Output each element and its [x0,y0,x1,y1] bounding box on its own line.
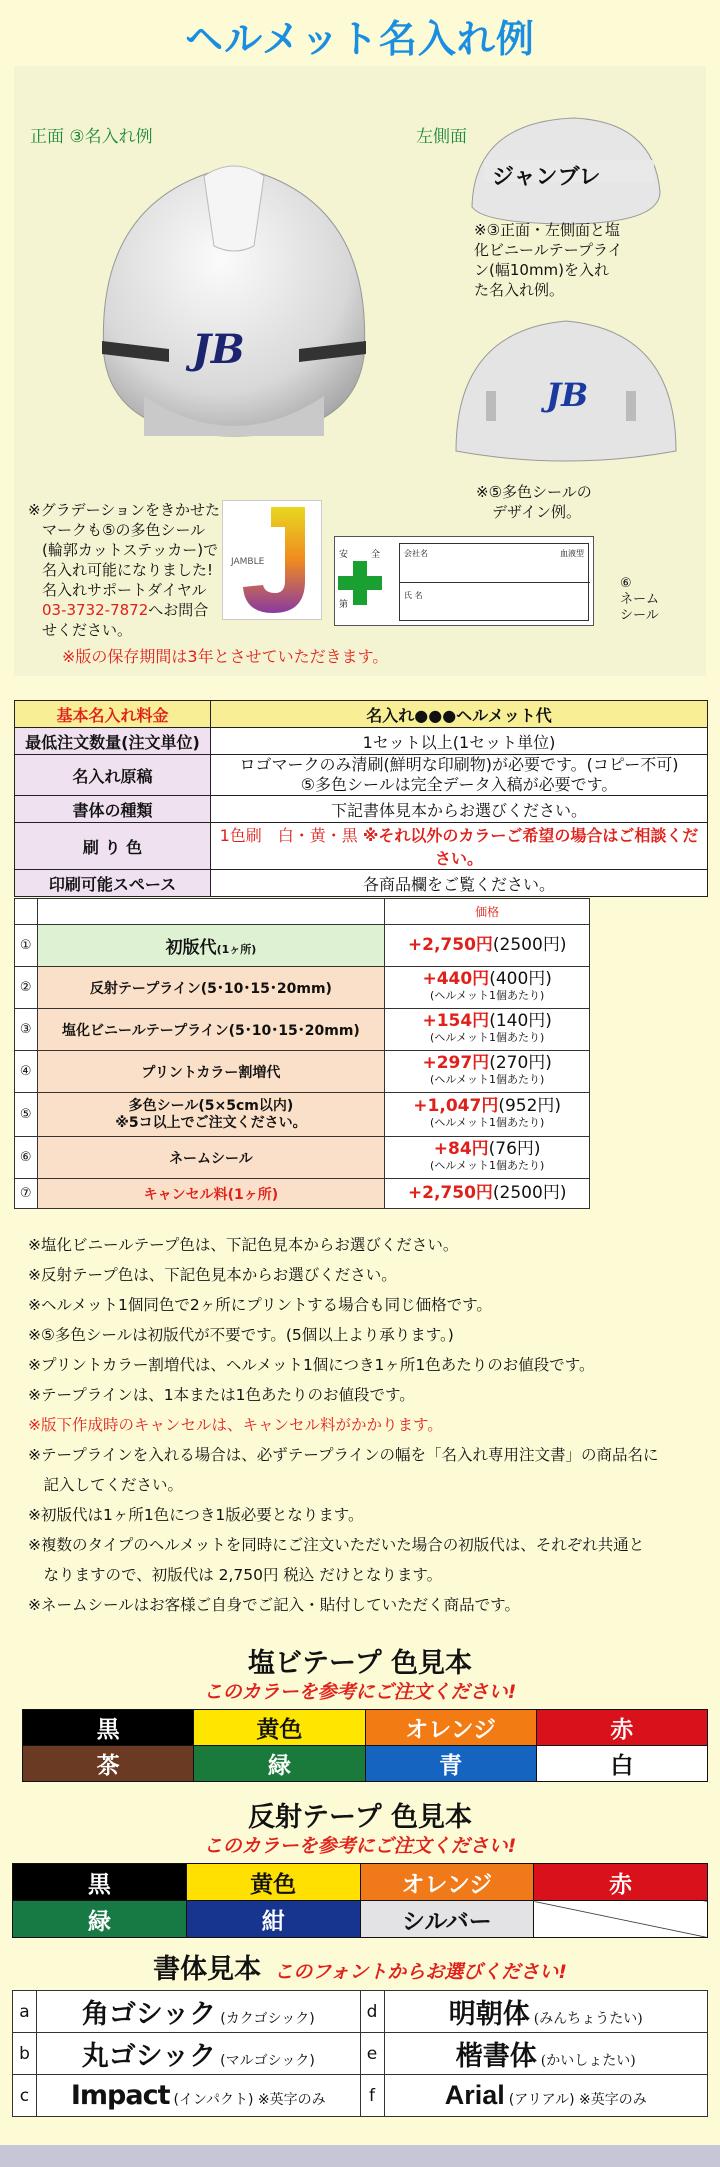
front-label: 正面 ③名入れ例 [30,127,153,147]
swatch-row [23,1710,708,1746]
table-row: ③ 塩化ビニールテープライン(5･10･15･20mm) +154円(140円) (ヘルメット1個あたり) [15,1009,590,1051]
back-logo: JB [546,376,589,414]
fonts-subtitle: このフォントからお選びください! [274,1961,567,1983]
table-row: ④ プリントカラー割増代 +297円(270円) (ヘルメット1個あたり) [15,1051,590,1093]
vinyl-title: 塩ビテープ 色見本 [247,1648,473,1679]
reflect-color-table [12,1863,708,1938]
price-table [14,898,590,1209]
table-row: ② 反射テープライン(5･10･15･20mm) +440円(400円) (ヘルメット1個あたり) [15,967,590,1009]
swatch-row [13,1901,708,1938]
color-swatch: 白 [536,1746,707,1782]
color-swatch: 茶 [23,1746,194,1782]
color-swatch: オレンジ [360,1864,534,1901]
reflect-title: 反射テープ 色見本 [247,1802,473,1833]
color-swatch: 黄色 [194,1710,365,1746]
vinyl-color-table [22,1709,708,1782]
swatch-row [23,1746,708,1782]
basic-fee-table: 基本名入れ料金 名入れ●●●ヘルメット代 最低注文数量(注文単位) 1セット以上(1セット単位) 名入れ原稿 ロゴマークのみ清刷(鮮明な印刷物)が必要です。(コピー不可) ⑤多色シールは完全データ入稿が必要です。 書体の種類 下記書体見本からお選びください。 刷 り 色 1色刷 白・黄・黒 ※それ以外のカラーご希望の場合はご相談ください。 印刷可能スペース 各商品欄をご覧ください。 [14,700,708,897]
side-helmet-text: ジャンブレ [492,165,601,190]
page-title: ヘルメット名入れ例 [185,17,535,61]
swatch-row [13,1864,708,1901]
color-swatch: 緑 [13,1901,187,1938]
table-row: c Impact (インパクト) ※英字のみ f Arial (アリアル) ※英字のみ [13,2075,708,2117]
name-seal-sample: 安 全 第 会社名 血液型 氏 名 [334,536,594,626]
table-row: ⑥ ネームシール +84円(76円) (ヘルメット1個あたり) [15,1137,590,1179]
reflect-subtitle: このカラーを参考にご注文ください! [203,1835,517,1857]
color-swatch [534,1901,708,1938]
color-swatch: シルバー [360,1901,534,1938]
color-samples-section [0,1627,720,2167]
name-seal-label: ⑥ ネーム シール [620,576,660,623]
bottom-bar [0,2145,720,2167]
table-row: a 角ゴシック (カクゴシック) d 明朝体 (みんちょうたい) [13,1991,708,2033]
color-swatch: 黄色 [186,1864,360,1901]
table-row: ① 初版代(1ヶ所) +2,750円(2500円) [15,925,590,967]
color-swatch: 黒 [13,1864,187,1901]
tape-note: ※③正面・左側面と塩 化ビニールテープライ ン(幅10mm)を入れ た名入れ例。 [474,221,623,299]
helmet-example-section [0,0,720,680]
vinyl-subtitle: このカラーを参考にご注文ください! [203,1681,517,1703]
seal-note: ※⑤多色シールの デザイン例。 [476,483,592,521]
pricing-section [0,680,720,1735]
basic-fee-label: 基本名入れ料金 [56,705,169,725]
left-side-label: 左側面 [416,127,467,147]
font-sample-table [12,1990,708,2117]
support-phone: 03-3732-7872 [42,601,149,619]
table-row: ⑤ 多色シール(5×5cm以内) ※5コ以上でご注文ください。 +1,047円(952円) (ヘルメット1個あたり) [15,1093,590,1137]
color-swatch: 黒 [23,1710,194,1746]
notes-list: ※塩化ビニールテープ色は、下記色見本からお選びください。 ※反射テープ色は、下記色見本からお選びください。 ※ヘルメット1個同色で2ヶ所にプリントする場合も同じ価格です。 ※⑤多色シールは初版代が不要です。(5個以上より承ります。) ※プリントカラー割増代は、ヘルメット1個につき1ヶ所1色あたりのお値段です。 ※テープラインは、1本または1色あたりのお値段です。 ※版下作成時のキャンセルは、キャンセル料がかかります。 ※テープラインを入れる場合は、必ずテープラインの幅を「名入れ専用注文書」の商品名に 記入してください。 ※初版代は1ヶ所1色につき1版必要となります。 ※複数のタイプのヘルメットを同時にご注文いただいた場合の初版代は、それぞれ共通と なりますので、初版代は 2,750円 税込 だけとなります。 ※ネームシールはお客様ご自身でご記入・貼付していただく商品です。 [28,1236,659,1614]
color-swatch: 赤 [536,1710,707,1746]
table-row: ⑦ キャンセル料(1ヶ所) +2,750円(2500円) [15,1179,590,1209]
color-swatch: 緑 [194,1746,365,1782]
color-swatch: オレンジ [365,1710,536,1746]
price-header: 価格 [385,899,590,925]
color-swatch: 青 [365,1746,536,1782]
fonts-title: 書体見本 [153,1954,262,1985]
table-row: b 丸ゴシック (マルゴシック) e 楷書体 (かいしょたい) [13,2033,708,2075]
gradation-note: ※グラデーションをきかせた マークも⑤の多色シール (輪郭カットステッカー)で 名入れ可能になりました! 名入れサポートダイヤル 03-3732-7872へお問合 せください。 [28,501,220,639]
front-helmet-image [84,136,384,446]
plate-storage-notice: ※版の保存期間は3年とさせていただきます。 [62,647,389,666]
color-swatch: 赤 [534,1864,708,1901]
jamble-mark: JAMBLE [222,500,322,620]
basic-fee-product: 名入れ●●●ヘルメット代 [211,701,708,728]
color-swatch: 紺 [186,1901,360,1938]
example-panel [14,66,706,676]
front-logo: JB [192,326,245,373]
